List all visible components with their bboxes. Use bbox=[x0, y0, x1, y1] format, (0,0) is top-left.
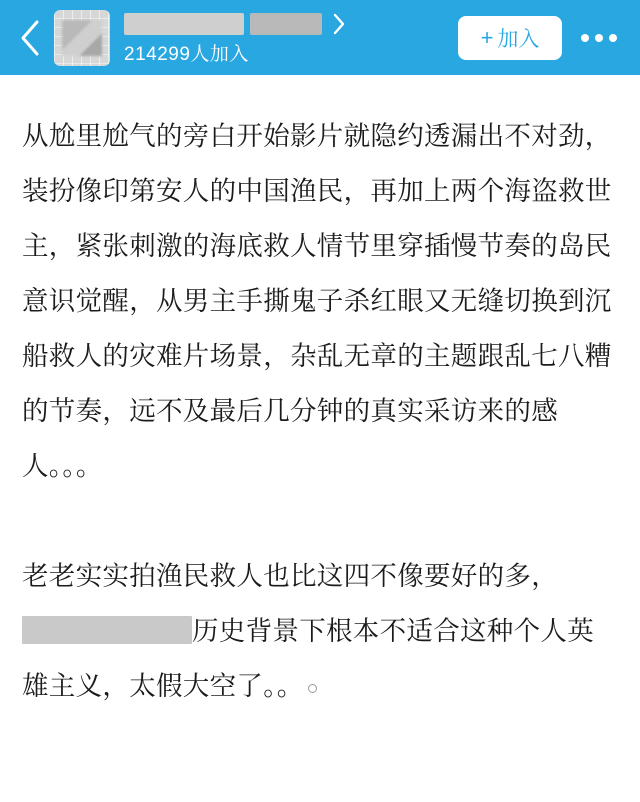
header-bar bbox=[0, 0, 640, 75]
post-paragraph-1 bbox=[22, 109, 618, 494]
paragraph-2-text-a: 老老实实拍渔民救人也比这四不像要好的多， bbox=[22, 561, 558, 591]
avatar[interactable] bbox=[54, 10, 110, 66]
group-name-redacted-2 bbox=[250, 13, 322, 35]
paragraph-2-text-b: 历史背景下根本不适合这种个人英雄主义，太假大空了。。 bbox=[22, 616, 594, 701]
plus-icon: + bbox=[480, 24, 494, 50]
header-title-block bbox=[124, 9, 458, 67]
group-title-row[interactable] bbox=[124, 9, 458, 39]
member-count: 214299人加入 bbox=[124, 43, 249, 65]
more-horizontal-icon bbox=[581, 34, 589, 42]
more-horizontal-icon bbox=[609, 34, 617, 42]
more-options-button[interactable] bbox=[576, 16, 622, 60]
more-horizontal-icon bbox=[595, 34, 603, 42]
group-name-redacted bbox=[124, 13, 244, 35]
back-button[interactable] bbox=[8, 11, 52, 65]
post-paragraph-2 bbox=[22, 549, 618, 714]
cursor-indicator bbox=[308, 684, 317, 693]
join-button[interactable] bbox=[458, 16, 562, 60]
join-button-label: 加入 bbox=[497, 27, 540, 51]
chevron-right-icon bbox=[332, 12, 346, 36]
paragraph-1-text: 从尬里尬气的旁白开始影片就隐约透漏出不对劲，装扮像印第安人的中国渔民，再加上两个海盗救世主，紧张刺激的海底救人情节里穿插慢节奏的岛民意识觉醒，从男主手撕鬼子杀红眼又无缝切换到沉船救人的灾难片场景，杂乱无章的主题跟乱七八糟的节奏，远不及最后几分钟的真实采访来的感人。。。 bbox=[22, 121, 612, 481]
redacted-text bbox=[22, 616, 192, 644]
chevron-left-icon bbox=[19, 19, 41, 57]
post-content bbox=[0, 75, 640, 802]
